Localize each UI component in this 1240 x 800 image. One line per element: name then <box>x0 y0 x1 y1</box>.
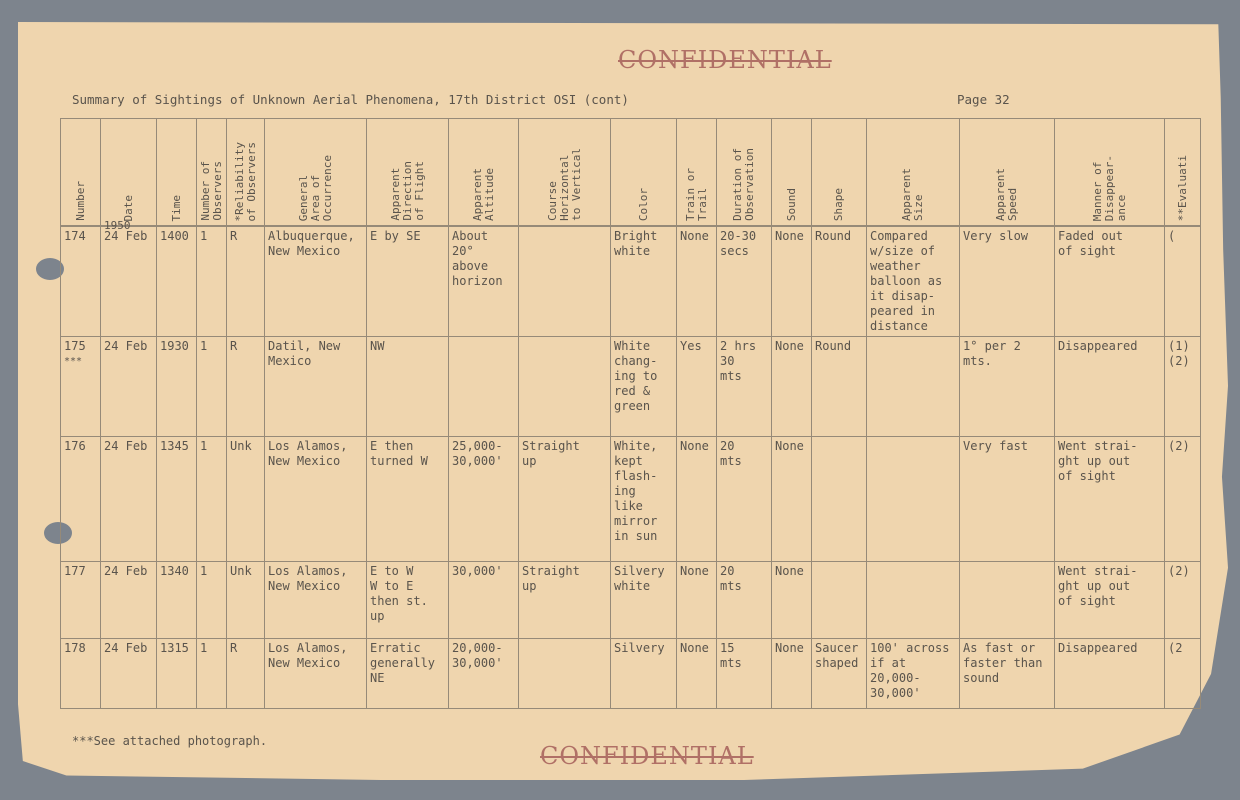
cell-speed: 1° per 2 mts. <box>960 337 1055 437</box>
cell-shape <box>812 562 867 639</box>
table-row <box>61 226 1201 337</box>
column-header: Apparent Altitude <box>449 119 519 227</box>
cell-duration: 15 mts <box>717 639 772 709</box>
cell-area: Albuquerque, New Mexico <box>265 226 367 337</box>
cell-altitude: 30,000' <box>449 562 519 639</box>
cell-shape: Round <box>812 337 867 437</box>
cell-sound: None <box>772 639 812 709</box>
cell-evaluation: (2 <box>1165 639 1201 709</box>
column-header: Course Horizontal to Vertical <box>519 119 611 227</box>
column-header: **Evaluati <box>1165 119 1201 227</box>
cell-date: 24 Feb <box>101 562 157 639</box>
cell-number: 176 <box>61 437 101 562</box>
page-number: Page 32 <box>957 92 1010 107</box>
cell-number: 175 *** <box>61 337 101 437</box>
cell-date: 24 Feb <box>101 639 157 709</box>
cell-reliability: R <box>227 226 265 337</box>
year-label: 1950 <box>104 219 131 232</box>
cell-observers: 1 <box>197 639 227 709</box>
cell-disappearance: Went strai- ght up out of sight <box>1055 437 1165 562</box>
cell-color: Silvery <box>611 639 677 709</box>
column-header: Duration of Observation <box>717 119 772 227</box>
column-header: Time <box>157 119 197 227</box>
table-header-row <box>61 119 1201 227</box>
sightings-table <box>60 118 1201 709</box>
cell-altitude: 20,000- 30,000' <box>449 639 519 709</box>
cell-sound: None <box>772 226 812 337</box>
cell-size: Compared w/size of weather balloon as it disap- peared in distance <box>867 226 960 337</box>
column-header: Sound <box>772 119 812 227</box>
cell-date: 24 Feb <box>101 437 157 562</box>
cell-course <box>519 226 611 337</box>
column-header: Manner of Disappear- ance <box>1055 119 1165 227</box>
cell-duration: 20 mts <box>717 437 772 562</box>
column-header: Number <box>61 119 101 227</box>
cell-direction: E by SE <box>367 226 449 337</box>
cell-evaluation: ( <box>1165 226 1201 337</box>
cell-sound: None <box>772 337 812 437</box>
column-header: Number of Observers <box>197 119 227 227</box>
confidential-stamp-top: CONFIDENTIAL <box>618 46 832 74</box>
cell-shape: Saucer shaped <box>812 639 867 709</box>
cell-color: White, kept flash- ing like mirror in sun <box>611 437 677 562</box>
cell-direction: E to W W to E then st. up <box>367 562 449 639</box>
cell-size <box>867 562 960 639</box>
cell-altitude <box>449 337 519 437</box>
cell-observers: 1 <box>197 226 227 337</box>
cell-number: 174 <box>61 226 101 337</box>
cell-size <box>867 437 960 562</box>
cell-altitude: About 20° above horizon <box>449 226 519 337</box>
cell-area: Los Alamos, New Mexico <box>265 562 367 639</box>
column-header: Shape <box>812 119 867 227</box>
cell-color: White chang- ing to red & green <box>611 337 677 437</box>
cell-time: 1930 <box>157 337 197 437</box>
cell-train: None <box>677 562 717 639</box>
column-header: Train or Trail <box>677 119 717 227</box>
document-heading: Summary of Sightings of Unknown Aerial Phenomena, 17th District OSI (cont) <box>72 92 629 107</box>
cell-course <box>519 337 611 437</box>
cell-train: None <box>677 226 717 337</box>
table-row <box>61 337 1201 437</box>
confidential-stamp-bottom: CONFIDENTIAL <box>540 742 754 770</box>
cell-size <box>867 337 960 437</box>
cell-area: Los Alamos, New Mexico <box>265 437 367 562</box>
cell-time: 1315 <box>157 639 197 709</box>
cell-shape <box>812 437 867 562</box>
table-row <box>61 639 1201 709</box>
footnote: ***See attached photograph. <box>72 734 268 748</box>
column-header: Date <box>101 119 157 227</box>
cell-evaluation: (1) (2) <box>1165 337 1201 437</box>
column-header: Apparent Direction of Flight <box>367 119 449 227</box>
cell-train: Yes <box>677 337 717 437</box>
cell-duration: 20 mts <box>717 562 772 639</box>
cell-time: 1345 <box>157 437 197 562</box>
cell-evaluation: (2) <box>1165 562 1201 639</box>
cell-evaluation: (2) <box>1165 437 1201 562</box>
cell-reliability: R <box>227 639 265 709</box>
column-header: Apparent Speed <box>960 119 1055 227</box>
cell-size: 100' across if at 20,000- 30,000' <box>867 639 960 709</box>
cell-area: Datil, New Mexico <box>265 337 367 437</box>
cell-speed: Very slow <box>960 226 1055 337</box>
cell-direction: E then turned W <box>367 437 449 562</box>
cell-altitude: 25,000- 30,000' <box>449 437 519 562</box>
cell-number: 177 <box>61 562 101 639</box>
cell-speed: As fast or faster than sound <box>960 639 1055 709</box>
column-header: Color <box>611 119 677 227</box>
cell-duration: 20-30 secs <box>717 226 772 337</box>
cell-direction: NW <box>367 337 449 437</box>
cell-color: Silvery white <box>611 562 677 639</box>
column-header: Apparent Size <box>867 119 960 227</box>
cell-area: Los Alamos, New Mexico <box>265 639 367 709</box>
cell-speed <box>960 562 1055 639</box>
cell-train: None <box>677 437 717 562</box>
cell-observers: 1 <box>197 437 227 562</box>
cell-shape: Round <box>812 226 867 337</box>
cell-date: 1950 24 Feb <box>101 226 157 337</box>
cell-sound: None <box>772 437 812 562</box>
photo-reference-mark: *** <box>64 356 83 367</box>
cell-time: 1340 <box>157 562 197 639</box>
cell-sound: None <box>772 562 812 639</box>
table-row <box>61 562 1201 639</box>
cell-duration: 2 hrs 30 mts <box>717 337 772 437</box>
cell-course: Straight up <box>519 562 611 639</box>
column-header: General Area of Occurrence <box>265 119 367 227</box>
cell-date: 24 Feb <box>101 337 157 437</box>
cell-disappearance: Went strai- ght up out of sight <box>1055 562 1165 639</box>
cell-number: 178 <box>61 639 101 709</box>
cell-course: Straight up <box>519 437 611 562</box>
table-row <box>61 437 1201 562</box>
cell-disappearance: Disappeared <box>1055 337 1165 437</box>
cell-disappearance: Disappeared <box>1055 639 1165 709</box>
cell-reliability: Unk <box>227 437 265 562</box>
cell-observers: 1 <box>197 562 227 639</box>
cell-reliability: R <box>227 337 265 437</box>
cell-disappearance: Faded out of sight <box>1055 226 1165 337</box>
cell-train: None <box>677 639 717 709</box>
column-header: *Reliability of Observers <box>227 119 265 227</box>
cell-time: 1400 <box>157 226 197 337</box>
cell-course <box>519 639 611 709</box>
cell-reliability: Unk <box>227 562 265 639</box>
cell-speed: Very fast <box>960 437 1055 562</box>
cell-color: Bright white <box>611 226 677 337</box>
cell-direction: Erratic generally NE <box>367 639 449 709</box>
cell-observers: 1 <box>197 337 227 437</box>
